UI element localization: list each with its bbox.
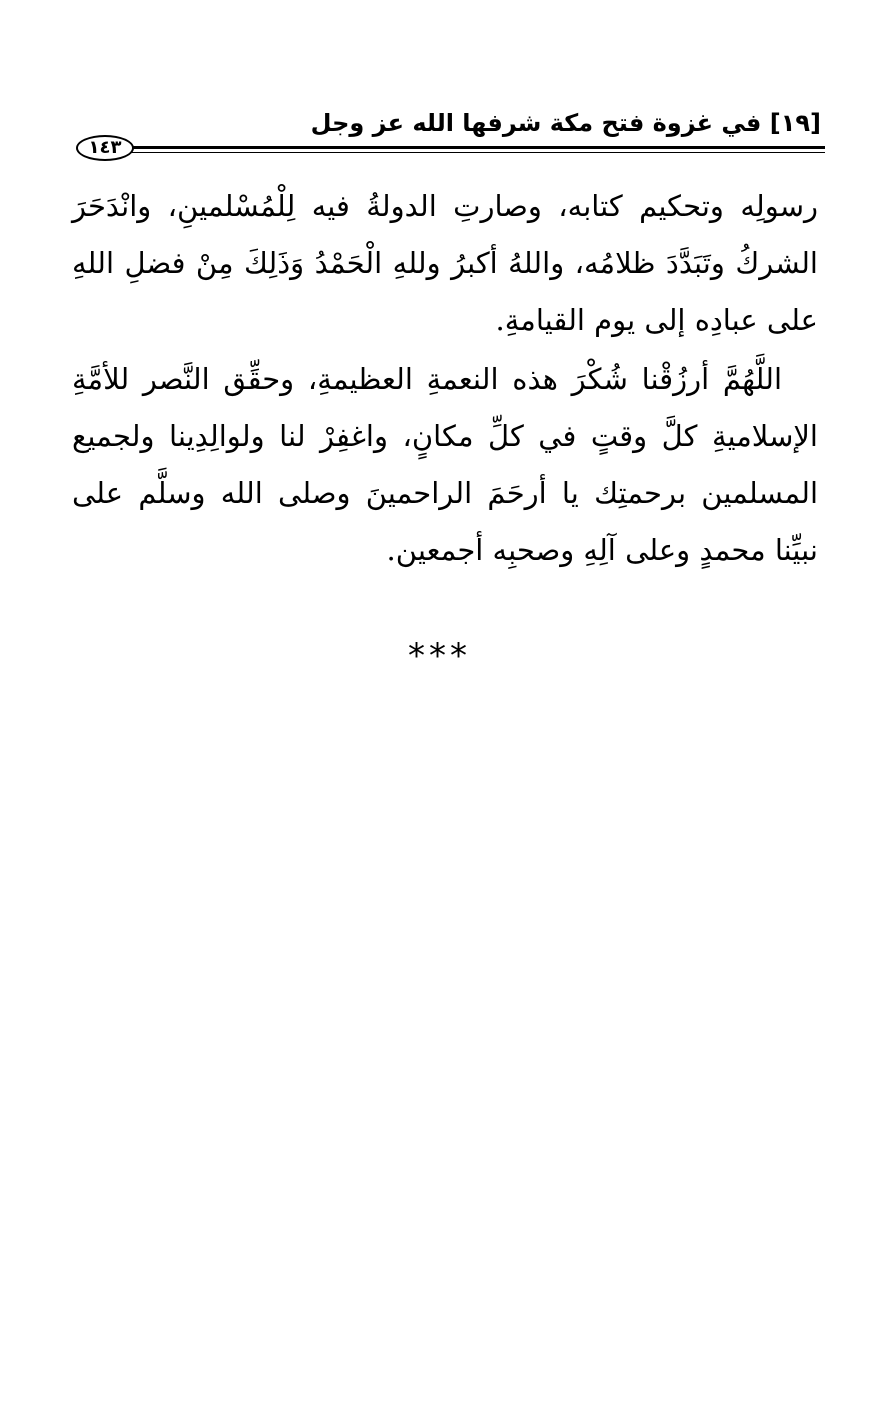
paragraph-2: اللَّهُمَّ أرزُقْنا شُكْرَ هذه النعمةِ العظيمةِ، وحقِّق النَّصر للأمَّةِ الإسلاميةِ كلَّ وقتٍ في كلِّ مكانٍ، واغفِرْ لنا ولوالِدِينا ولجميع المسلمين برحمتِك يا أرحَمَ الراحمينَ وصلى الله وسلَّم على نبيِّنا محمدٍ وعلى آلِهِ وصحبِه أجمعين.: [72, 362, 818, 567]
page-header: [68, 104, 825, 160]
chapter-title: [١٩] في غزوة فتح مكة شرفها الله عز وجل: [310, 109, 821, 137]
header-rule-thin: [128, 152, 825, 153]
page-number: ١٤٣: [88, 137, 122, 158]
paragraph-1: رسولِه وتحكيم كتابه، وصارتِ الدولةُ فيه لِلْمُسْلمينِ، وانْدَحَرَ الشركُ وتَبَدَّدَ ظلامُه، واللهُ أكبرُ وللهِ الْحَمْدُ وَذَلِكَ مِنْ فضلِ اللهِ على عبادِه إلى يوم القيامةِ.: [72, 189, 818, 337]
header-rule-thick: [128, 146, 825, 149]
section-separator: ***: [408, 636, 471, 676]
page-number-badge: [76, 135, 134, 161]
